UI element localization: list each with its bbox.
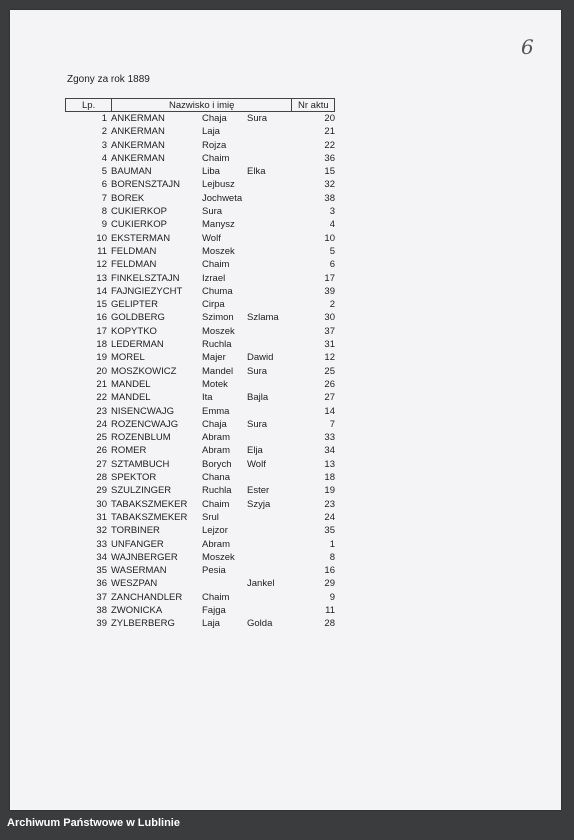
table-row — [65, 338, 337, 351]
row-surname: FELDMAN — [111, 245, 157, 257]
row-first-name: Fajga — [202, 604, 226, 616]
row-surname: ANKERMAN — [111, 126, 165, 138]
row-surname: SPEKTOR — [111, 472, 157, 484]
row-act-number: 18 — [324, 472, 335, 484]
row-first-name: Moszek — [202, 325, 235, 337]
row-surname: MANDEL — [111, 392, 151, 404]
header-name: Nazwisko i imię — [169, 100, 235, 111]
row-act-number: 15 — [324, 166, 335, 178]
table-row — [65, 444, 337, 457]
row-act-number: 16 — [324, 565, 335, 577]
header-act: Nr aktu — [298, 100, 329, 111]
row-second-name: Szyja — [247, 498, 271, 510]
row-first-name: Chaim — [202, 591, 230, 603]
row-first-name: Liba — [202, 166, 220, 178]
row-number: 29 — [96, 485, 107, 497]
row-act-number: 8 — [329, 551, 335, 563]
row-first-name: Lejbusz — [202, 179, 235, 191]
row-surname: NISENCWAJG — [111, 405, 174, 417]
row-surname: ZYLBERBERG — [111, 618, 175, 630]
row-act-number: 1 — [329, 538, 335, 550]
row-number: 4 — [101, 152, 107, 164]
table-row — [65, 484, 337, 497]
row-surname: CUKIERKOP — [111, 206, 167, 218]
row-act-number: 22 — [324, 139, 335, 151]
row-first-name: Abram — [202, 538, 230, 550]
row-act-number: 38 — [324, 192, 335, 204]
row-surname: ROZENCWAJG — [111, 418, 179, 430]
table-row — [65, 365, 337, 378]
row-surname: CUKIERKOP — [111, 219, 167, 231]
row-number: 30 — [96, 498, 107, 510]
table-row — [65, 245, 337, 258]
row-act-number: 20 — [324, 113, 335, 124]
row-surname: BAUMAN — [111, 166, 152, 178]
table-row — [65, 617, 337, 630]
table-row — [65, 511, 337, 524]
row-surname: WAJNBERGER — [111, 551, 178, 563]
row-surname: MANDEL — [111, 378, 151, 390]
row-surname: BORENSZTAJN — [111, 179, 180, 191]
row-first-name: Moszek — [202, 551, 235, 563]
row-act-number: 11 — [325, 604, 335, 616]
row-number: 17 — [96, 325, 107, 337]
row-act-number: 35 — [324, 525, 335, 537]
row-surname: EKSTERMAN — [111, 232, 171, 244]
row-surname: TABAKSZMEKER — [111, 511, 188, 523]
row-number: 21 — [96, 378, 107, 390]
table-row — [65, 112, 337, 125]
row-first-name: Rojza — [202, 139, 227, 151]
row-number: 38 — [96, 604, 107, 616]
row-number: 26 — [96, 445, 107, 457]
table-row — [65, 232, 337, 245]
row-first-name: Ruchla — [202, 485, 232, 497]
row-surname: LEDERMAN — [111, 339, 164, 351]
row-surname: FINKELSZTAJN — [111, 272, 180, 284]
row-second-name: Golda — [247, 618, 273, 630]
row-first-name: Chaim — [202, 259, 230, 271]
table-row — [65, 192, 337, 205]
row-surname: FAJNGIEZYCHT — [111, 285, 183, 297]
row-act-number: 27 — [324, 392, 335, 404]
row-number: 34 — [96, 551, 107, 563]
row-number: 27 — [96, 458, 107, 470]
row-second-name: Sura — [247, 113, 268, 124]
row-surname: SZULZINGER — [111, 485, 172, 497]
row-first-name: Szimon — [202, 312, 234, 324]
row-number: 15 — [96, 299, 107, 311]
row-number: 32 — [96, 525, 107, 537]
row-first-name: Borych — [202, 458, 232, 470]
row-number: 11 — [97, 245, 107, 257]
row-surname: GOLDBERG — [111, 312, 165, 324]
row-surname: UNFANGER — [111, 538, 164, 550]
row-surname: TABAKSZMEKER — [111, 498, 188, 510]
row-first-name: Chaim — [202, 498, 230, 510]
row-first-name: Laja — [202, 618, 220, 630]
row-act-number: 7 — [329, 418, 335, 430]
table-row — [65, 471, 337, 484]
table-body — [65, 112, 337, 631]
row-act-number: 26 — [324, 378, 335, 390]
row-act-number: 3 — [329, 206, 335, 218]
row-second-name: Sura — [247, 418, 268, 430]
table-row — [65, 458, 337, 471]
row-number: 2 — [101, 126, 107, 138]
row-first-name: Chaja — [202, 113, 227, 124]
row-surname: BOREK — [111, 192, 145, 204]
table-row — [65, 391, 337, 404]
row-first-name: Emma — [202, 405, 230, 417]
row-second-name: Ester — [247, 485, 270, 497]
row-surname: WASERMAN — [111, 565, 167, 577]
row-first-name: Manysz — [202, 219, 235, 231]
table-row — [65, 258, 337, 271]
archive-label: Archiwum Państwowe w Lublinie — [7, 817, 180, 829]
row-number: 16 — [96, 312, 107, 324]
table-row — [65, 311, 337, 324]
document-page — [10, 10, 561, 810]
row-act-number: 23 — [324, 498, 335, 510]
row-first-name: Abram — [202, 445, 230, 457]
row-act-number: 24 — [324, 511, 335, 523]
row-act-number: 12 — [324, 352, 335, 364]
row-first-name: Moszek — [202, 245, 235, 257]
row-second-name: Dawid — [247, 352, 274, 364]
row-surname: ZWONICKA — [111, 604, 163, 616]
row-surname: ANKERMAN — [111, 139, 165, 151]
table-row — [65, 498, 337, 511]
row-number: 36 — [96, 578, 107, 590]
row-act-number: 36 — [324, 152, 335, 164]
row-act-number: 34 — [324, 445, 335, 457]
row-second-name: Jankel — [247, 578, 275, 590]
row-first-name: Chaja — [202, 418, 227, 430]
row-act-number: 30 — [324, 312, 335, 324]
row-number: 8 — [101, 206, 107, 218]
table-row — [65, 325, 337, 338]
page-number: 6 — [521, 35, 534, 59]
row-number: 12 — [96, 259, 107, 271]
row-first-name: Lejzor — [202, 525, 228, 537]
row-number: 14 — [96, 285, 107, 297]
row-surname: WESZPAN — [111, 578, 158, 590]
header-lp: Lp. — [82, 100, 96, 111]
row-number: 6 — [101, 179, 107, 191]
row-act-number: 6 — [329, 259, 335, 271]
table-row — [65, 418, 337, 431]
row-number: 5 — [101, 166, 107, 178]
row-second-name: Szlama — [247, 312, 279, 324]
table-row — [65, 564, 337, 577]
document-title: Zgony za rok 1889 — [67, 74, 150, 85]
row-act-number: 14 — [324, 405, 335, 417]
table-row — [65, 125, 337, 138]
row-surname: MOREL — [111, 352, 145, 364]
table-row — [65, 551, 337, 564]
row-first-name: Chuma — [202, 285, 233, 297]
row-act-number: 17 — [324, 272, 335, 284]
row-surname: ANKERMAN — [111, 113, 165, 124]
row-act-number: 32 — [324, 179, 335, 191]
row-second-name: Elja — [247, 445, 263, 457]
row-first-name: Motek — [202, 378, 228, 390]
row-first-name: Pesia — [202, 565, 226, 577]
table-row — [65, 205, 337, 218]
row-number: 35 — [96, 565, 107, 577]
row-first-name: Abram — [202, 432, 230, 444]
row-first-name: Srul — [202, 511, 219, 523]
row-surname: ROMER — [111, 445, 147, 457]
row-surname: FELDMAN — [111, 259, 157, 271]
row-number: 1 — [101, 113, 107, 124]
table-row — [65, 604, 337, 617]
row-act-number: 33 — [324, 432, 335, 444]
row-surname: ANKERMAN — [111, 152, 165, 164]
row-number: 9 — [101, 219, 107, 231]
row-act-number: 9 — [329, 591, 335, 603]
row-surname: ROZENBLUM — [111, 432, 171, 444]
row-number: 20 — [96, 365, 107, 377]
table-header — [65, 98, 335, 112]
row-act-number: 10 — [324, 232, 335, 244]
row-first-name: Izrael — [202, 272, 226, 284]
row-first-name: Ruchla — [202, 339, 232, 351]
row-second-name: Wolf — [247, 458, 266, 470]
row-number: 22 — [96, 392, 107, 404]
row-act-number: 28 — [324, 618, 335, 630]
table-row — [65, 577, 337, 590]
row-surname: MOSZKOWICZ — [111, 365, 177, 377]
row-number: 24 — [96, 418, 107, 430]
table-row — [65, 431, 337, 444]
row-second-name: Elka — [247, 166, 266, 178]
table-row — [65, 524, 337, 537]
row-number: 31 — [96, 511, 107, 523]
table-row — [65, 378, 337, 391]
row-act-number: 39 — [324, 285, 335, 297]
row-act-number: 4 — [329, 219, 335, 231]
row-number: 33 — [96, 538, 107, 550]
row-first-name: Ita — [202, 392, 213, 404]
row-second-name: Sura — [247, 365, 268, 377]
table-row — [65, 272, 337, 285]
table-row — [65, 139, 337, 152]
header-divider — [291, 99, 292, 111]
table-row — [65, 218, 337, 231]
table-row — [65, 351, 337, 364]
row-number: 7 — [101, 192, 107, 204]
row-surname: GELIPTER — [111, 299, 158, 311]
header-divider — [111, 99, 112, 111]
row-act-number: 13 — [324, 458, 335, 470]
table-row — [65, 538, 337, 551]
row-number: 28 — [96, 472, 107, 484]
row-number: 23 — [96, 405, 107, 417]
row-first-name: Jochweta — [202, 192, 243, 204]
row-act-number: 31 — [324, 339, 335, 351]
row-second-name: Bajla — [247, 392, 269, 404]
table-row — [65, 298, 337, 311]
row-number: 39 — [96, 618, 107, 630]
row-number: 13 — [96, 272, 107, 284]
row-act-number: 19 — [324, 485, 335, 497]
row-first-name: Sura — [202, 206, 223, 218]
row-surname: SZTAMBUCH — [111, 458, 170, 470]
row-number: 37 — [96, 591, 107, 603]
table-row — [65, 165, 337, 178]
row-first-name: Mandel — [202, 365, 234, 377]
row-first-name: Cirpa — [202, 299, 225, 311]
row-number: 19 — [96, 352, 107, 364]
row-first-name: Wolf — [202, 232, 221, 244]
table-row — [65, 285, 337, 298]
table-row — [65, 405, 337, 418]
row-act-number: 25 — [324, 365, 335, 377]
row-act-number: 37 — [324, 325, 335, 337]
row-number: 10 — [96, 232, 107, 244]
row-act-number: 29 — [324, 578, 335, 590]
row-number: 3 — [101, 139, 107, 151]
row-number: 18 — [96, 339, 107, 351]
row-first-name: Chana — [202, 472, 230, 484]
row-surname: ZANCHANDLER — [111, 591, 183, 603]
row-act-number: 21 — [324, 126, 335, 138]
row-surname: KOPYTKO — [111, 325, 157, 337]
table-row — [65, 178, 337, 191]
row-first-name: Majer — [202, 352, 226, 364]
row-number: 25 — [96, 432, 107, 444]
row-surname: TORBINER — [111, 525, 160, 537]
table-row — [65, 152, 337, 165]
row-first-name: Chaim — [202, 152, 230, 164]
row-act-number: 2 — [329, 299, 335, 311]
row-first-name: Laja — [202, 126, 220, 138]
table-row — [65, 591, 337, 604]
row-act-number: 5 — [329, 245, 335, 257]
